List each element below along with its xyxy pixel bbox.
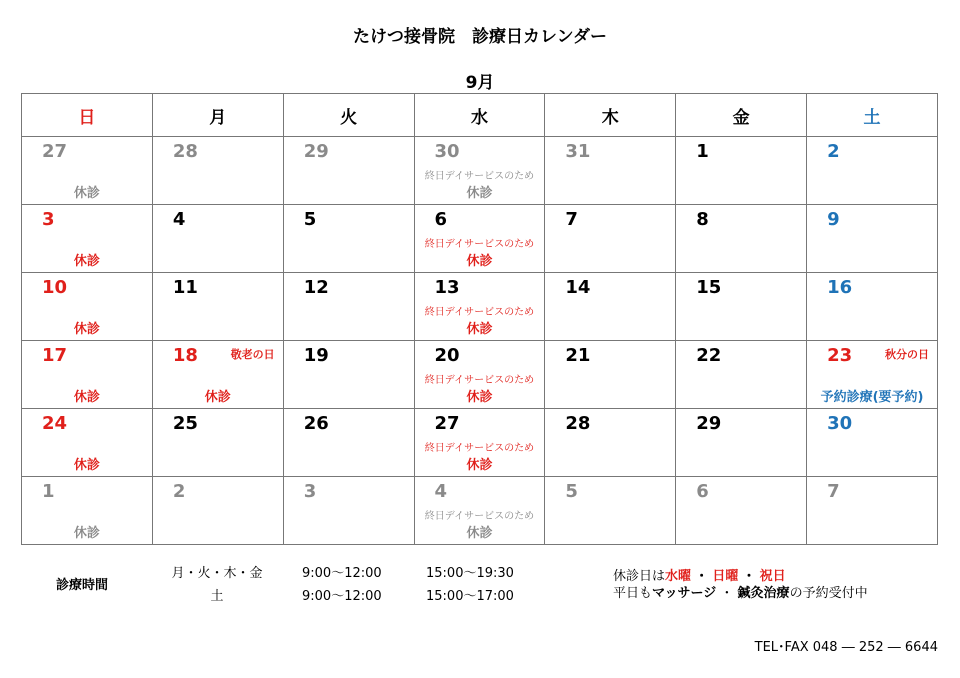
week-row: [22, 409, 938, 477]
hours-afternoon: 15:00～19:30: [426, 566, 514, 581]
day-number: 1: [696, 141, 709, 162]
day-number: 30: [827, 413, 853, 434]
closed-day: 日曜: [712, 569, 739, 584]
day-cell: [807, 137, 938, 205]
day-cell: [22, 205, 153, 273]
day-number: 5: [565, 481, 578, 502]
status-label: 予約診療(要予約): [820, 390, 924, 405]
day-note: 終日デイサービスのため: [424, 511, 535, 522]
day-number: 8: [696, 209, 709, 230]
hours-title: 診療時間: [56, 578, 109, 593]
day-cell: [676, 205, 807, 273]
day-cell: [283, 409, 414, 477]
weekday-wed: 水: [414, 94, 545, 137]
day-cell: [676, 273, 807, 341]
day-number: 27: [434, 413, 460, 434]
day-number: 20: [434, 345, 460, 366]
status-label: 休診: [466, 186, 493, 201]
month-heading: 9月: [465, 73, 495, 93]
status-label: 休診: [73, 390, 100, 405]
status-label: 休診: [73, 254, 100, 269]
day-number: 24: [42, 413, 68, 434]
day-cell: [152, 137, 283, 205]
day-number: 31: [565, 141, 591, 162]
day-number: 4: [434, 481, 448, 502]
week-row: [22, 205, 938, 273]
day-number: 15: [696, 277, 722, 298]
hours-days: 月・火・木・金: [171, 566, 263, 581]
service-name: 鍼灸治療: [737, 586, 790, 601]
day-cell: [545, 341, 676, 409]
day-number: 11: [172, 277, 198, 298]
day-note: 終日デイサービスのため: [424, 443, 535, 454]
status-label: 休診: [466, 390, 493, 405]
day-cell: [414, 273, 545, 341]
day-cell: [152, 477, 283, 545]
day-number: 30: [434, 141, 460, 162]
day-number: 2: [827, 141, 840, 162]
day-cell: [414, 341, 545, 409]
holiday-name: 敬老の日: [230, 348, 275, 361]
day-cell: [283, 137, 414, 205]
day-number: 29: [303, 141, 329, 162]
day-number: 23: [827, 345, 853, 366]
day-number: 5: [303, 209, 317, 230]
weekday-sun: 日: [22, 94, 153, 137]
day-cell: [22, 341, 153, 409]
week-row: [22, 341, 938, 409]
day-cell: [22, 273, 153, 341]
day-cell: [22, 409, 153, 477]
weekday-header-row: [22, 94, 938, 137]
day-number: 28: [172, 141, 198, 162]
separator: ・: [742, 569, 756, 584]
week-row: [22, 273, 938, 341]
status-label: 休診: [204, 390, 231, 405]
day-number: 29: [696, 413, 722, 434]
status-label: 休診: [466, 526, 493, 541]
day-number: 16: [827, 277, 853, 298]
day-cell: [414, 205, 545, 273]
day-note: 終日デイサービスのため: [424, 171, 535, 182]
week-row: [22, 477, 938, 545]
day-cell: [414, 409, 545, 477]
day-cell: [807, 273, 938, 341]
hours-row: [142, 562, 292, 581]
calendar-body: [22, 137, 938, 545]
day-number: 6: [434, 209, 448, 230]
weekday-thu: 木: [545, 94, 676, 137]
hours-morning: 9:00～12:00: [302, 566, 382, 581]
day-cell: [545, 409, 676, 477]
day-cell: [545, 205, 676, 273]
weekday-fri: 金: [676, 94, 807, 137]
calendar-table: [21, 93, 938, 545]
day-cell: [283, 273, 414, 341]
day-cell: [545, 273, 676, 341]
day-cell: [545, 477, 676, 545]
day-number: 9: [827, 209, 840, 230]
day-cell: [152, 273, 283, 341]
status-label: 休診: [73, 322, 100, 337]
status-label: 休診: [73, 526, 100, 541]
day-number: 10: [42, 277, 68, 298]
reservation-info: [613, 582, 868, 601]
day-number: 26: [303, 413, 329, 434]
hours-row: [142, 585, 292, 604]
day-cell: [22, 477, 153, 545]
closed-day: 水曜: [665, 569, 692, 584]
day-note: 終日デイサービスのため: [424, 239, 535, 250]
hours-days: 土: [210, 589, 224, 604]
day-cell: [283, 205, 414, 273]
day-number: 7: [565, 209, 578, 230]
day-number: 4: [172, 209, 186, 230]
status-label: 休診: [466, 254, 493, 269]
day-number: 25: [172, 413, 198, 434]
day-cell: [807, 205, 938, 273]
status-label: 休診: [466, 322, 493, 337]
info-suffix: の予約受付中: [789, 586, 868, 601]
week-row: [22, 137, 938, 205]
day-cell: [676, 477, 807, 545]
separator: ・: [695, 569, 709, 584]
day-number: 28: [565, 413, 591, 434]
day-cell: [414, 137, 545, 205]
day-cell: [807, 341, 938, 409]
day-cell: [283, 341, 414, 409]
day-number: 12: [303, 277, 329, 298]
day-number: 3: [303, 481, 317, 502]
day-cell: [676, 409, 807, 477]
day-cell: [545, 137, 676, 205]
day-cell: [676, 341, 807, 409]
day-number: 22: [696, 345, 722, 366]
day-number: 19: [303, 345, 329, 366]
day-cell: [807, 409, 938, 477]
day-number: 13: [434, 277, 460, 298]
weekday-tue: 火: [283, 94, 414, 137]
day-cell: [22, 137, 153, 205]
page-title: たけつ接骨院 診療日カレンダー: [353, 27, 607, 47]
day-number: 6: [696, 481, 709, 502]
status-label: 休診: [73, 186, 100, 201]
day-number: 18: [172, 345, 198, 366]
service-name: マッサージ: [652, 586, 717, 601]
day-note: 終日デイサービスのため: [424, 375, 535, 386]
day-number: 1: [42, 481, 55, 502]
day-note: 終日デイサービスのため: [424, 307, 535, 318]
day-number: 3: [42, 209, 55, 230]
weekday-sat: 土: [807, 94, 938, 137]
day-cell: [283, 477, 414, 545]
day-number: 21: [565, 345, 591, 366]
day-cell: [414, 477, 545, 545]
holiday-name: 秋分の日: [885, 348, 929, 361]
day-number: 17: [42, 345, 68, 366]
day-cell: [152, 409, 283, 477]
day-cell: [807, 477, 938, 545]
hours-afternoon: 15:00～17:00: [426, 589, 514, 604]
separator: ・: [720, 586, 734, 601]
day-cell: [152, 341, 283, 409]
status-label: 休診: [73, 458, 100, 473]
day-number: 7: [827, 481, 840, 502]
day-cell: [676, 137, 807, 205]
info-prefix: 平日も: [613, 586, 653, 601]
tel-fax: TEL･FAX 048 ― 252 ― 6644: [754, 640, 938, 655]
day-number: 2: [172, 481, 186, 502]
info-prefix: 休診日は: [613, 569, 666, 584]
day-number: 14: [565, 277, 591, 298]
hours-morning: 9:00～12:00: [302, 589, 382, 604]
day-number: 27: [42, 141, 68, 162]
closed-day: 祝日: [759, 569, 786, 584]
day-cell: [152, 205, 283, 273]
weekday-mon: 月: [152, 94, 283, 137]
status-label: 休診: [466, 458, 493, 473]
